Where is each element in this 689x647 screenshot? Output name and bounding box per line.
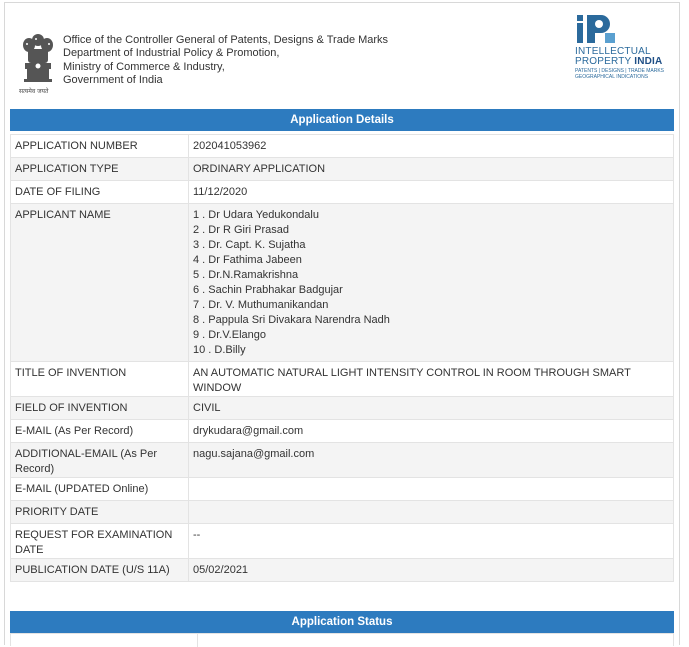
- list-item: 8 . Pappula Sri Divakara Narendra Nadh: [193, 314, 390, 326]
- row-label: APPLICATION TYPE: [11, 158, 189, 181]
- application-details-header: Application Details: [10, 109, 674, 131]
- application-status-header: Application Status: [10, 611, 674, 633]
- row-label: TITLE OF INVENTION: [11, 362, 189, 397]
- logo-text-line2: [575, 57, 662, 67]
- row-label: E-MAIL (UPDATED Online): [11, 478, 189, 501]
- filing-date-value: 11/12/2020: [189, 181, 674, 204]
- table-row: [11, 181, 674, 204]
- row-label: APPLICATION NUMBER: [11, 135, 189, 158]
- table-row: [11, 478, 674, 501]
- list-item: 10 . D.Billy: [193, 344, 246, 356]
- additional-email-value: nagu.sajana@gmail.com: [189, 443, 674, 478]
- table-row: [11, 158, 674, 181]
- row-label: PUBLICATION DATE (U/S 11A): [11, 559, 189, 582]
- row-label: APPLICANT NAME: [11, 204, 189, 362]
- logo-subtext-line1: PATENTS | DESIGNS | TRADE MARKS: [575, 68, 665, 74]
- status-table-row: [10, 633, 674, 646]
- logo-text-line1: INTELLECTUAL: [575, 46, 651, 57]
- row-label: REQUEST FOR EXAMINATION DATE: [11, 524, 189, 559]
- table-row: [11, 443, 674, 478]
- list-item: 2 . Dr R Giri Prasad: [193, 224, 289, 236]
- priority-date-value: [189, 501, 674, 524]
- ip-india-logo: [575, 13, 675, 93]
- ip-india-mark-icon: [575, 13, 617, 45]
- office-line-ministry: Ministry of Commerce & Industry,: [63, 60, 225, 73]
- page-frame: [4, 2, 680, 645]
- table-row: [11, 397, 674, 420]
- exam-request-date-value: --: [189, 524, 674, 559]
- publication-date-value: 05/02/2021: [189, 559, 674, 582]
- table-row: [11, 420, 674, 443]
- table-row: [11, 524, 674, 559]
- column-divider: [197, 634, 198, 647]
- national-emblem-icon: [19, 28, 57, 94]
- table-row: [11, 362, 674, 397]
- page-header: [5, 3, 679, 107]
- row-label: DATE OF FILING: [11, 181, 189, 204]
- list-item: 7 . Dr. V. Muthumanikandan: [193, 299, 329, 311]
- application-number-value: 202041053962: [189, 135, 674, 158]
- office-line-department: Department of Industrial Policy & Promotion,: [63, 47, 280, 60]
- email-value: drykudara@gmail.com: [189, 420, 674, 443]
- field-of-invention-value: CIVIL: [189, 397, 674, 420]
- table-row: [11, 501, 674, 524]
- table-row: [11, 559, 674, 582]
- office-line-government: Government of India: [63, 74, 163, 87]
- list-item: 1 . Dr Udara Yedukondalu: [193, 209, 319, 221]
- logo-text-property: PROPERTY: [575, 56, 635, 67]
- table-row: [11, 135, 674, 158]
- list-item: 5 . Dr.N.Ramakrishna: [193, 269, 299, 281]
- list-item: 6 . Sachin Prabhakar Badgujar: [193, 284, 343, 296]
- application-type-value: ORDINARY APPLICATION: [189, 158, 674, 181]
- row-label: ADDITIONAL-EMAIL (As Per Record): [11, 443, 189, 478]
- table-row: [11, 204, 674, 362]
- office-line-controller: Office of the Controller General of Patents, Designs & Trade Marks: [63, 34, 389, 46]
- emblem-caption: सत्यमेव जयते: [19, 88, 49, 95]
- application-details-table: [10, 134, 674, 582]
- email-updated-value: [189, 478, 674, 501]
- row-label: E-MAIL (As Per Record): [11, 420, 189, 443]
- office-name-block: [63, 34, 388, 88]
- list-item: 3 . Dr. Capt. K. Sujatha: [193, 239, 306, 251]
- list-item: 9 . Dr.V.Elango: [193, 329, 266, 341]
- logo-subtext-line2: GEOGRAPHICAL INDICATIONS: [575, 74, 649, 80]
- list-item: 4 . Dr Fathima Jabeen: [193, 254, 302, 266]
- row-label: FIELD OF INVENTION: [11, 397, 189, 420]
- title-of-invention-value: AN AUTOMATIC NATURAL LIGHT INTENSITY CONTROL IN ROOM THROUGH SMART WINDOW: [189, 362, 674, 397]
- row-label: PRIORITY DATE: [11, 501, 189, 524]
- applicant-names-list: [189, 204, 674, 362]
- logo-text-india: INDIA: [634, 56, 663, 67]
